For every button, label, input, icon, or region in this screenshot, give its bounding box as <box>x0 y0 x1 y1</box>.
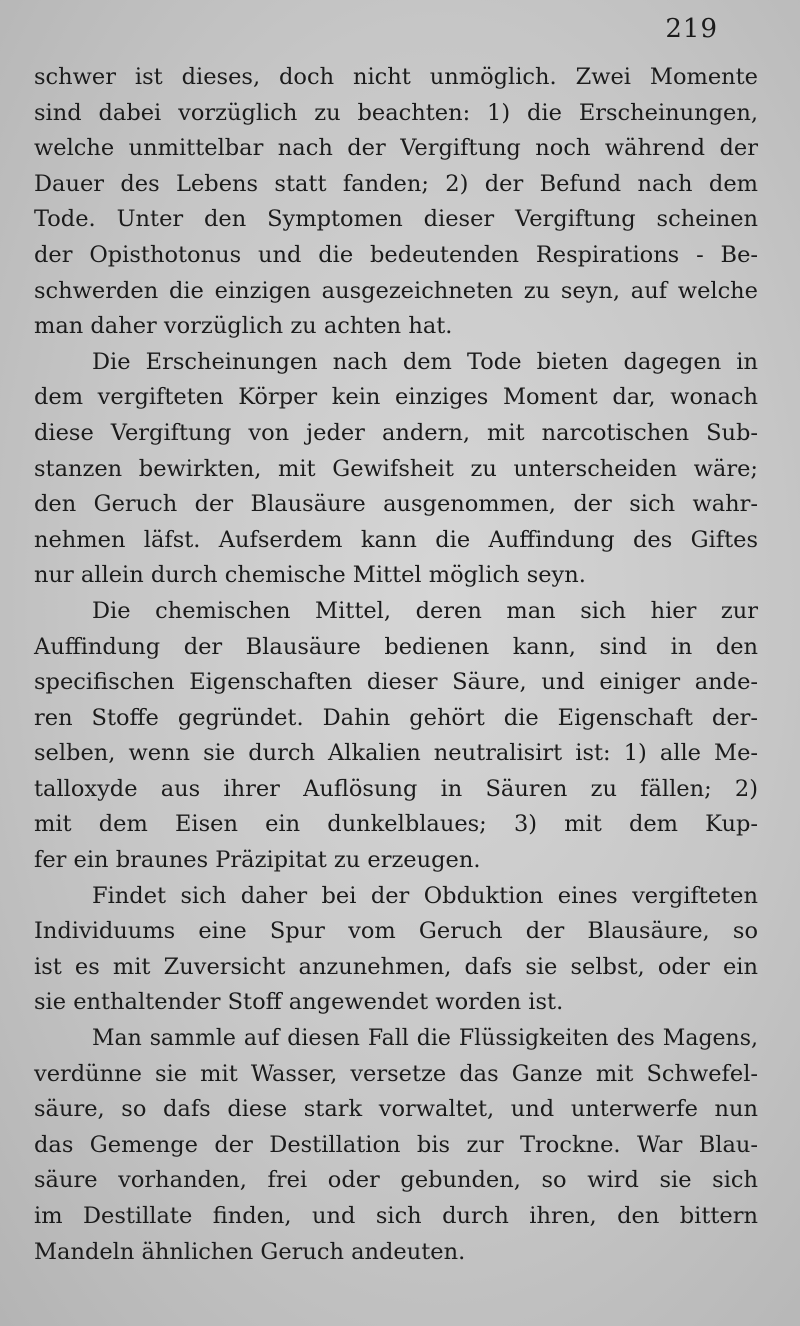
text-line: Tode. Unter den Symptomen dieser Vergiftung scheinen <box>34 206 758 233</box>
text-line: talloxyde aus ihrer Auflösung in Säuren zu fällen; 2) <box>34 775 758 802</box>
text-line: ist es mit Zuversicht anzunehmen, dafs sie selbst, oder ein <box>34 953 758 980</box>
text-line: sie enthaltender Stoff angewendet worden ist. <box>34 989 564 1016</box>
text-line: Die Erscheinungen nach dem Tode bieten dagegen in <box>92 348 758 375</box>
text-line: nehmen läfst. Aufserdem kann die Auffindung des Giftes <box>34 526 758 553</box>
text-line: stanzen bewirkten, mit Gewifsheit zu unterscheiden wäre; <box>34 455 758 482</box>
text-line: selben, wenn sie durch Alkalien neutralisirt ist: 1) alle Me- <box>34 740 758 767</box>
text-line: verdünne sie mit Wasser, versetze das Ganze mit Schwefel- <box>34 1060 758 1087</box>
text-line: Man sammle auf diesen Fall die Flüssigkeiten des Magens, <box>92 1026 758 1052</box>
text-line: den Geruch der Blausäure ausgenommen, der sich wahr- <box>34 491 758 518</box>
text-line: Individuums eine Spur vom Geruch der Blausäure, so <box>34 918 758 945</box>
text-line: Auffindung der Blausäure bedienen kann, sind in den <box>34 633 758 660</box>
text-line: der Opisthotonus und die bedeutenden Respirations - Be- <box>34 241 758 268</box>
body-text <box>34 60 758 1270</box>
text-line: Mandeln ähnlichen Geruch andeuten. <box>34 1238 466 1265</box>
text-line: specifischen Eigenschaften dieser Säure, und einiger ande- <box>34 669 758 696</box>
text-line: nur allein durch chemische Mittel möglich seyn. <box>34 562 586 589</box>
text-line: fer ein braunes Präzipitat zu erzeugen. <box>34 847 481 874</box>
text-line: Die chemischen Mittel, deren man sich hier zur <box>92 597 758 624</box>
text-line: diese Vergiftung von jeder andern, mit narcotischen Sub- <box>34 419 758 446</box>
text-line: man daher vorzüglich zu achten hat. <box>34 313 453 340</box>
text-line: mit dem Eisen ein dunkelblaues; 3) mit dem Kup- <box>34 811 758 838</box>
text-line: schwer ist dieses, doch nicht unmöglich. Zwei Momente <box>34 64 758 90</box>
text-line: welche unmittelbar nach der Vergiftung noch während der <box>34 135 758 162</box>
page-number: 219 <box>665 14 718 44</box>
text-line: ren Stoffe gegründet. Dahin gehört die Eigenschaft der- <box>34 704 758 731</box>
text-line: Dauer des Lebens statt fanden; 2) der Befund nach dem <box>34 170 758 197</box>
text-line: Findet sich daher bei der Obduktion eines vergifteten <box>92 882 758 909</box>
text-line: sind dabei vorzüglich zu beachten: 1) die Erscheinungen, <box>34 99 758 126</box>
text-line: säure vorhanden, frei oder gebunden, so wird sie sich <box>34 1167 758 1194</box>
text-line: säure, so dafs diese stark vorwaltet, und unterwerfe nun <box>34 1096 758 1123</box>
text-line: schwerden die einzigen ausgezeichneten zu seyn, auf welche <box>34 277 758 304</box>
text-line: dem vergifteten Körper kein einziges Moment dar, wonach <box>34 384 758 411</box>
text-line: das Gemenge der Destillation bis zur Trockne. War Blau- <box>34 1131 758 1158</box>
text-line: im Destillate finden, und sich durch ihren, den bittern <box>34 1203 758 1229</box>
